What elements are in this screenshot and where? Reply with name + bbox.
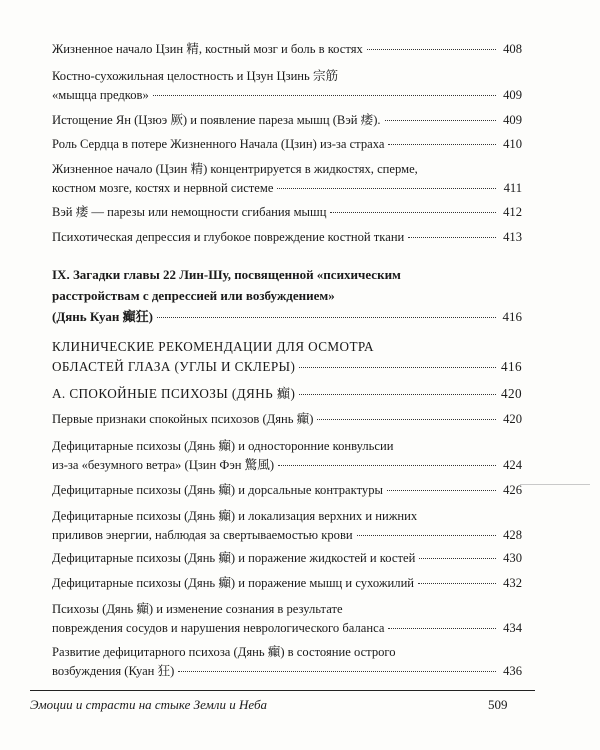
toc-entry-text: Развитие дефицитарного психоза (Дянь 癲) в состояние острого [52,645,396,659]
toc-page-number: 410 [503,137,522,151]
toc-entry-text: Жизненное начало Цзин 精, костный мозг и боль в костях [52,42,363,56]
leader-dots [278,465,496,466]
toc-entry [52,549,522,568]
toc-entry-text: Дефицитарные психозы (Дянь 癲) и односторонние конвульсии [52,439,394,453]
toc-entry-text: А. СПОКОЙНЫЕ ПСИХОЗЫ (ДЯНЬ 癲) [52,386,296,401]
leader-dots [367,49,496,50]
leader-dots [408,237,496,238]
leader-dots [357,535,496,536]
toc-entry-text: из-за «безумного ветра» (Цзин Фэн 驚風) [52,458,275,472]
toc-entry [52,40,522,59]
toc-page-number: 432 [503,576,522,590]
toc-entry [52,437,522,475]
toc-page-number: 420 [503,412,522,426]
leader-dots [388,628,496,629]
page-number: 509 [488,697,508,712]
leader-dots [277,188,496,189]
leader-dots [330,212,496,213]
toc-page-number: 424 [503,458,522,472]
toc-entry-text: приливов энергии, наблюдая за свертываемостью крови [52,528,353,542]
toc-entry [52,67,522,105]
toc-page-number: 411 [503,181,522,195]
toc-entry [52,600,522,638]
toc-entry-text: Костно-сухожильная целостность и Цзун Цзинь 宗筋 [52,69,339,83]
running-footer-title: Эмоции и страсти на стыке Земли и Неба [30,697,268,712]
toc-entry-text: Жизненное начало (Цзин 精) концентрируется в жидкостях, сперме, [52,162,418,176]
toc-page-number: 426 [503,483,522,497]
toc-entry [52,507,522,545]
toc-entry-text: Дефицитарные психозы (Дянь 癲) и локализация верхних и нижних [52,509,418,523]
toc-page-number: 409 [503,88,522,102]
toc-entry-text: Дефицитарные психозы (Дянь 癲) и поражение жидкостей и костей [52,551,416,565]
leader-dots [157,317,496,318]
toc-entry-text: (Дянь Куан 癲狂) [52,309,153,324]
toc-page-number: 416 [501,359,522,374]
toc-entry-text: Психозы (Дянь 癲) и изменение сознания в результате [52,602,343,616]
toc-entry-text: Первые признаки спокойных психозов (Дянь 癲) [52,412,314,426]
toc-section-heading [52,264,522,327]
toc-entry [52,384,522,403]
toc-entry-text: костном мозге, костях и нервной системе [52,181,274,195]
toc-entry [52,203,522,222]
leader-dots [419,558,496,559]
leader-dots [387,490,496,491]
leader-dots [178,671,496,672]
toc-page-number: 413 [503,230,522,244]
toc-entry [52,135,522,154]
toc-entry-text: Роль Сердца в потере Жизненного Начала (Цзин) из-за страха [52,137,385,151]
leader-dots [317,419,496,420]
toc-entry [52,410,522,429]
toc-entry [52,111,522,130]
toc-entry-text: ОБЛАСТЕЙ ГЛАЗА (УГЛЫ И СКЛЕРЫ) [52,359,296,374]
leader-dots [299,367,496,368]
footer-divider [30,690,535,691]
toc-entry-text: Вэй 痿 — парезы или немощности сгибания мышц [52,205,327,219]
toc-page-number: 434 [503,621,522,635]
toc-entry [52,160,522,198]
toc-page-number: 430 [503,551,522,565]
toc-entry-text: повреждения сосудов и нарушения неврологического баланса [52,621,385,635]
toc-entry-text: Психотическая депрессия и глубокое повреждение костной ткани [52,230,405,244]
toc-entry [52,481,522,500]
toc-page-number: 408 [503,42,522,56]
leader-dots [388,144,496,145]
toc-entry-text: Дефицитарные психозы (Дянь 癲) и дорсальные контрактуры [52,483,383,497]
toc-page-number: 416 [502,309,522,324]
toc-entry-text: расстройствам с депрессией или возбуждением» [52,288,335,303]
toc-page-number: 420 [501,386,522,401]
leader-dots [385,120,496,121]
toc-entry-text: «мыщца предков» [52,88,149,102]
scan-smudge-line [520,484,590,485]
toc-entry [52,228,522,247]
toc-entry [52,574,522,593]
toc-entry-text: возбуждения (Куан 狂) [52,664,175,678]
toc-page-number: 412 [503,205,522,219]
toc-entry [52,643,522,681]
toc-entry [52,337,522,377]
toc-entry-text: КЛИНИЧЕСКИЕ РЕКОМЕНДАЦИИ ДЛЯ ОСМОТРА [52,339,374,354]
toc-entry-text: IX. Загадки главы 22 Лин-Шу, посвященной «психическим [52,267,401,282]
toc-page-number: 428 [503,528,522,542]
toc-entry-text: Истощение Ян (Цзюэ 厥) и появление пареза мышц (Вэй 痿). [52,113,381,127]
toc-entry-text: Дефицитарные психозы (Дянь 癲) и поражение мышц и сухожилий [52,576,415,590]
leader-dots [299,394,496,395]
leader-dots [153,95,496,96]
toc-page-number: 436 [503,664,522,678]
leader-dots [418,583,496,584]
toc-page-number: 409 [503,113,522,127]
